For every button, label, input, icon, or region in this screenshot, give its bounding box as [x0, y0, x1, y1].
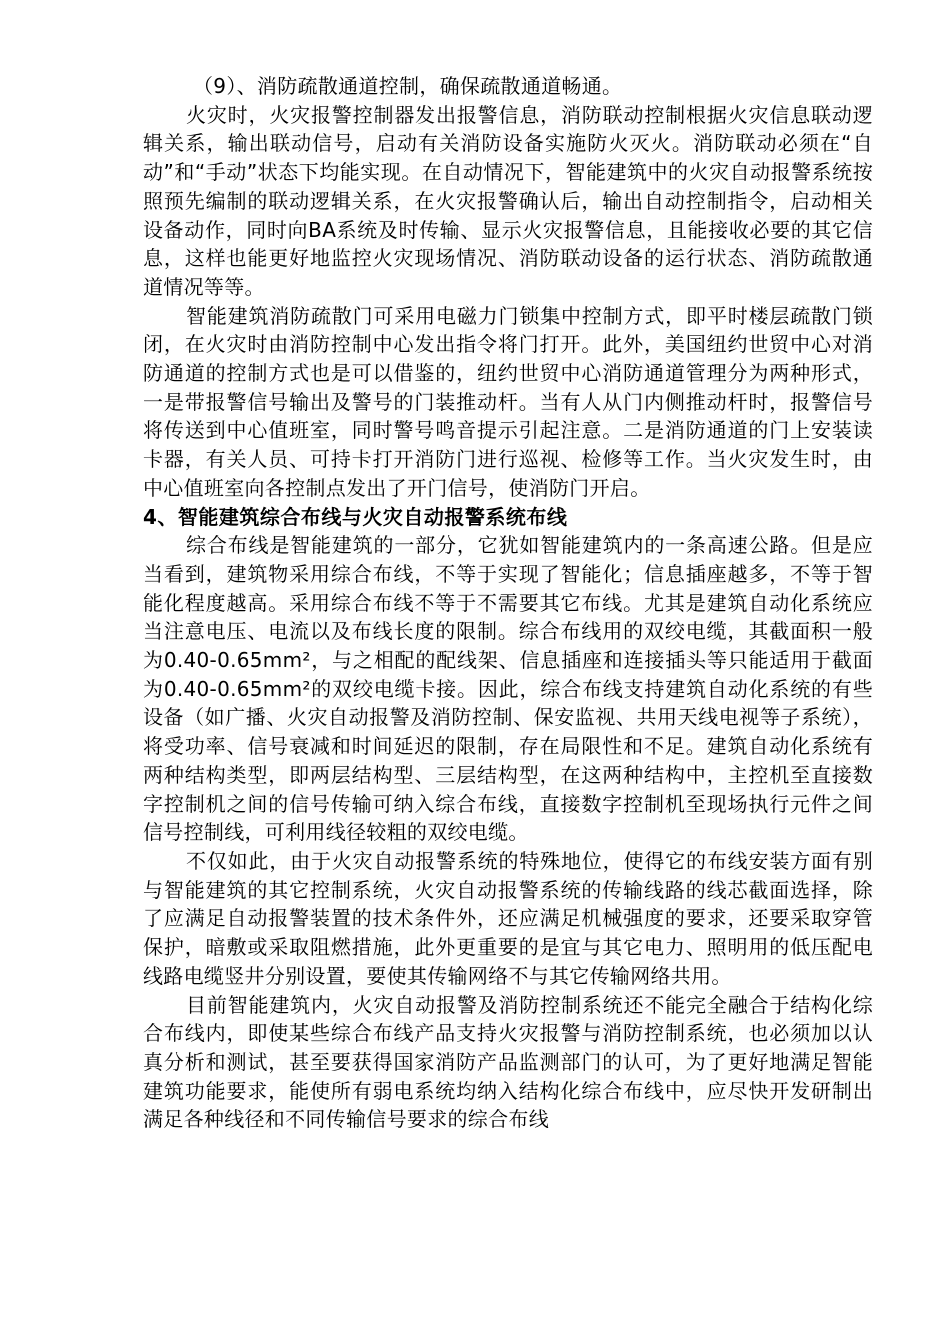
- paragraph-structured-cabling: 综合布线是智能建筑的一部分，它犹如智能建筑内的一条高速公路。但是应当看到，建筑物采用综合布线，不等于实现了智能化；信息插座越多，不等于智能化程度越高。采用综合布线不等于不需要其它布线。尤其是建筑自动化系统应当注意电压、电流以及布线长度的限制。综合布线用的双绞电缆，其截面积一般为0.40-0.65mm²，与之相配的配线架、信息插座和连接插头等只能适用于截面为0.40-0.65mm²的双绞电缆卡接。因此，综合布线支持建筑自动化系统的有些设备（如广播、火灾自动报警及消防控制、保安监视、共用天线电视等子系统），将受功率、信号衰减和时间延迟的限制，存在局限性和不足。建筑自动化系统有两种结构类型，即两层结构型、三层结构型，在这两种结构中，主控机至直接数字控制机之间的信号传输可纳入综合布线，直接数字控制机至现场执行元件之间信号控制线，可利用线径较粗的双绞电缆。: [143, 533, 873, 845]
- list-item-9: （9）、消防疏散通道控制，确保疏散通道畅通。: [193, 74, 623, 98]
- document-page: [143, 72, 873, 1134]
- paragraph-evacuation-doors: 智能建筑消防疏散门可采用电磁力门锁集中控制方式，即平时楼层疏散门锁闭，在火灾时由消防控制中心发出指令将门打开。此外，美国纽约世贸中心对消防通道的控制方式也是可以借鉴的，纽约世贸中心消防通道管理分为两种形式，一是带报警信号输出及警号的门装推动杆。当有人从门内侧推动杆时，报警信号将传送到中心值班室，同时警号鸣音提示引起注意。二是消防通道的门上安装读卡器，有关人员、可持卡打开消防门进行巡视、检修等工作。当火灾发生时，由中心值班室向各控制点发出了开门信号，使消防门开启。: [143, 303, 873, 500]
- paragraph-fire-alarm-wiring: 不仅如此，由于火灾自动报警系统的特殊地位，使得它的布线安装方面有别与智能建筑的其它控制系统，火灾自动报警系统的传输线路的线芯截面选择，除了应满足自动报警装置的技术条件外，还应满足机械强度的要求，还要采取穿管保护，暗敷或采取阻燃措施，此外更重要的是宜与其它电力、照明用的低压配电线路电缆竖井分别设置，要使其传输网络不与其它传输网络共用。: [143, 848, 873, 988]
- paragraph-fire-linkage: 火灾时，火灾报警控制器发出报警信息，消防联动控制根据火灾信息联动逻辑关系，输出联动信号，启动有关消防设备实施防火灭火。消防联动必须在“自动”和“手动”状态下均能实现。在自动情况下，智能建筑中的火灾自动报警系统按照预先编制的联动逻辑关系，在火灾报警确认后，输出自动控制指令，启动相关设备动作，同时向BA系统及时传输、显示火灾报警信息，且能接收必要的其它信息，这样也能更好地监控火灾现场情况、消防联动设备的运行状态、消防疏散通道情况等等。: [143, 102, 873, 299]
- paragraph-current-status: 目前智能建筑内，火灾自动报警及消防控制系统还不能完全融合于结构化综合布线内，即使某些综合布线产品支持火灾报警与消防控制系统，也必须加以认真分析和测试，甚至要获得国家消防产品监测部门的认可，为了更好地满足智能建筑功能要求，能使所有弱电系统均纳入结构化综合布线中，应尽快开发研制出满足各种线径和不同传输信号要求的综合布线: [143, 992, 873, 1132]
- section-heading-4: 4、智能建筑综合布线与火灾自动报警系统布线: [143, 504, 568, 529]
